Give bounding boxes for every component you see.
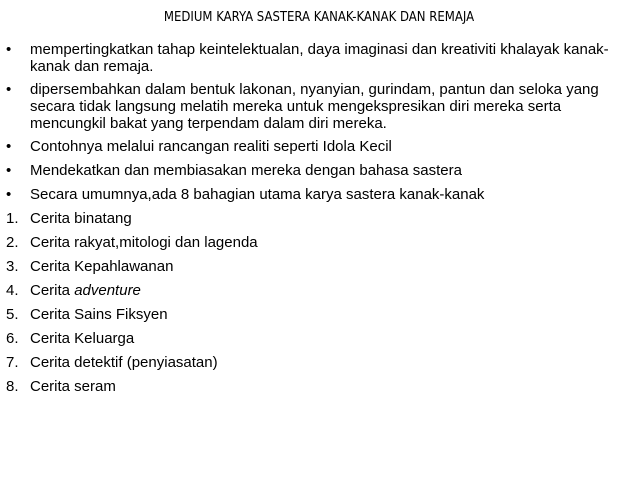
bullet-marker: • <box>6 138 12 155</box>
bullet-item <box>6 138 626 155</box>
numbered-item <box>6 378 626 395</box>
item-text: Cerita Kepahlawanan <box>30 258 174 275</box>
item-text <box>30 282 141 299</box>
bullet-item <box>6 41 626 75</box>
bullet-marker: • <box>6 81 12 98</box>
numbered-item <box>6 282 626 299</box>
item-number: 1. <box>6 210 19 227</box>
numbered-item <box>6 354 626 371</box>
bullet-text: Mendekatkan dan membiasakan mereka dengan bahasa sastera <box>30 162 462 179</box>
slide-title: MEDIUM KARYA SASTERA KANAK-KANAK DAN REMAJA <box>163 10 475 25</box>
item-number: 2. <box>6 234 19 251</box>
item-text: Cerita detektif (penyiasatan) <box>30 354 218 371</box>
item-number: 5. <box>6 306 19 323</box>
bullet-text: dipersembahkan dalam bentuk lakonan, nyanyian, gurindam, pantun dan seloka yang secara tidak langsung melatih mereka untuk mengekspresikan diri mereka serta mencungkil bakat yang terpendam dalam diri mereka. <box>30 81 599 132</box>
item-text: Cerita rakyat,mitologi dan lagenda <box>30 234 258 251</box>
numbered-item <box>6 258 626 275</box>
item-number: 4. <box>6 282 19 299</box>
item-text: Cerita seram <box>30 378 116 395</box>
item-number: 6. <box>6 330 19 347</box>
bullet-text: Secara umumnya,ada 8 bahagian utama karya sastera kanak-kanak <box>30 186 485 203</box>
numbered-item <box>6 210 626 227</box>
item-text: Cerita binatang <box>30 210 132 227</box>
bullet-marker: • <box>6 186 12 203</box>
content-list <box>6 41 626 395</box>
numbered-item <box>6 330 626 347</box>
bullet-marker: • <box>6 41 12 58</box>
item-number: 3. <box>6 258 19 275</box>
numbered-item <box>6 306 626 323</box>
bullet-item <box>6 81 626 132</box>
bullet-text: Contohnya melalui rancangan realiti seperti Idola Kecil <box>30 138 392 155</box>
item-text: Cerita Sains Fiksyen <box>30 306 168 323</box>
bullet-item <box>6 186 626 203</box>
bullet-marker: • <box>6 162 12 179</box>
item-text-italic: adventure <box>74 282 141 299</box>
bullet-item <box>6 162 626 179</box>
bullet-text: mempertingkatkan tahap keintelektualan, daya imaginasi dan kreativiti khalayak kanak-kanak dan remaja. <box>30 41 609 75</box>
item-number: 7. <box>6 354 19 371</box>
item-text-prefix: Cerita <box>30 282 75 299</box>
item-text: Cerita Keluarga <box>30 330 135 347</box>
item-number: 8. <box>6 378 19 395</box>
numbered-item <box>6 234 626 251</box>
